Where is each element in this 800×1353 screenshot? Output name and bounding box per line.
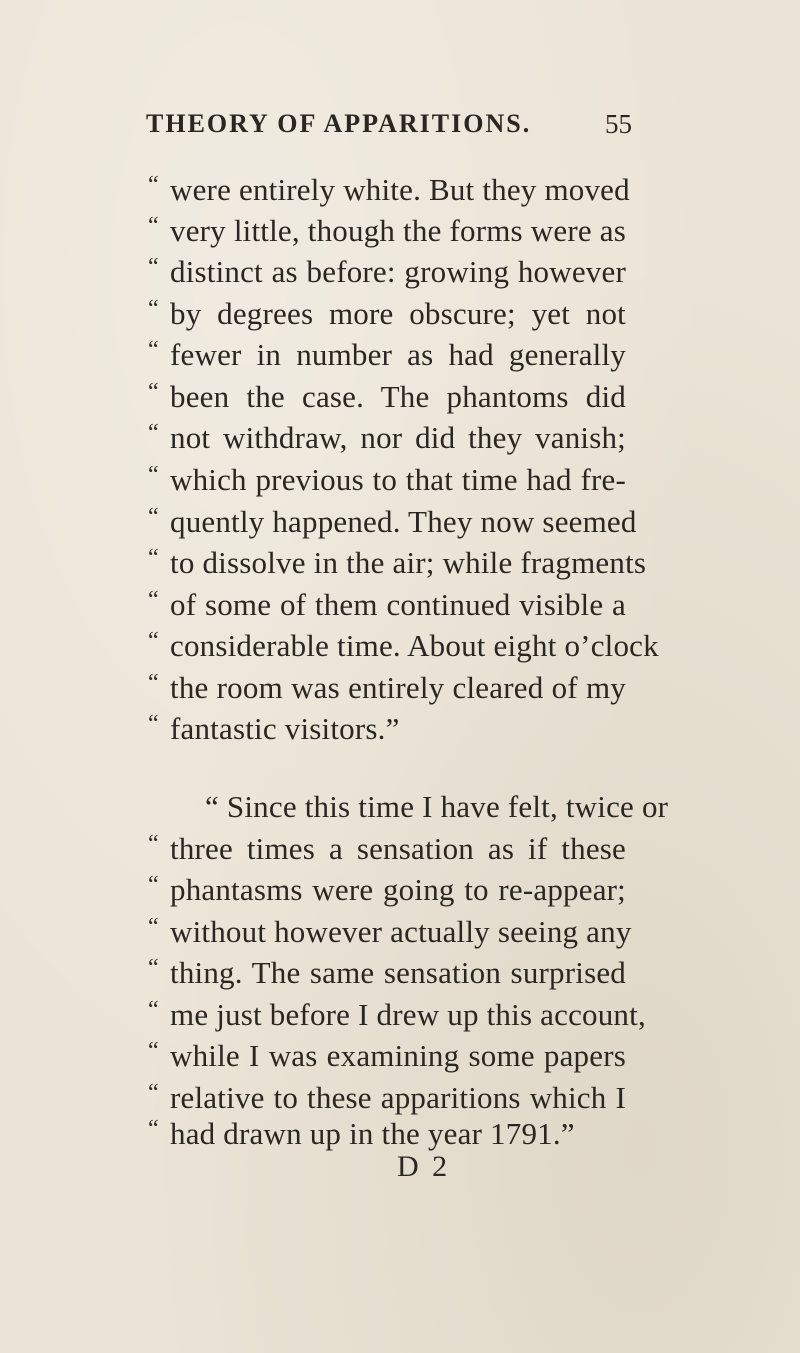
quote-mark: “ [148, 296, 159, 322]
running-title: THEORY OF APPARITIONS. [146, 109, 532, 138]
running-header [146, 104, 632, 144]
text-line: “ Since this time I have felt, twice or [205, 789, 669, 824]
text-line: “ very little, though the forms were as [0, 209, 800, 253]
text-line: “ thing. The same sensation surprised [0, 951, 800, 995]
quote-mark: “ [148, 955, 159, 981]
quote-mark: “ [148, 462, 159, 488]
signature-mark: D 2 [397, 1150, 451, 1183]
text-line: “ had drawn up in the year 1791.” [0, 1112, 800, 1156]
text-line: “ quently happened. They now seemed [0, 500, 800, 544]
text-line: “ been the case. The phantoms did [0, 375, 800, 419]
quote-mark: “ [148, 914, 159, 940]
text-line: “ three times a sensation as if these [0, 827, 800, 871]
text-line: “ considerable time. About eight o’clock [0, 624, 800, 668]
quote-mark: “ [148, 670, 159, 696]
quote-mark: “ [148, 545, 159, 571]
text-line: “ fantastic visitors.” [0, 707, 800, 751]
quote-mark: “ [148, 172, 159, 198]
quote-mark: “ [148, 628, 159, 654]
quote-mark: “ [148, 379, 159, 405]
quote-mark: “ [148, 1080, 159, 1106]
quote-mark: “ [148, 872, 159, 898]
quote-mark: “ [148, 504, 159, 530]
text-line: “ to dissolve in the air; while fragments [0, 541, 800, 585]
text-line: “ of some of them continued visible a [0, 583, 800, 627]
text-line: “ relative to these apparitions which I [0, 1076, 800, 1120]
quote-mark: “ [148, 711, 159, 737]
text-line: “ fewer in number as had generally [0, 333, 800, 377]
quote-mark: “ [148, 420, 159, 446]
quote-mark: “ [148, 1116, 159, 1142]
text-line: “ not withdraw, nor did they vanish; [0, 416, 800, 460]
quote-mark: “ [148, 997, 159, 1023]
text-line: “ phantasms were going to re-appear; [0, 868, 800, 912]
text-line: “ while I was examining some papers [0, 1034, 800, 1078]
quote-mark: “ [148, 254, 159, 280]
text-line: “ me just before I drew up this account, [0, 993, 800, 1037]
quote-mark: “ [148, 213, 159, 239]
text-line: “ distinct as before: growing however [0, 250, 800, 294]
text-line: “ were entirely white. But they moved [0, 168, 800, 212]
text-line: “ which previous to that time had fre- [0, 458, 800, 502]
page-number: 55 [605, 108, 632, 139]
text-line: “ without however actually seeing any [0, 910, 800, 954]
quote-mark: “ [148, 1038, 159, 1064]
quote-mark: “ [148, 831, 159, 857]
quote-mark: “ [148, 587, 159, 613]
text-line: “ the room was entirely cleared of my [0, 666, 800, 710]
text-line: “ by degrees more obscure; yet not [0, 292, 800, 336]
quote-mark: “ [148, 337, 159, 363]
